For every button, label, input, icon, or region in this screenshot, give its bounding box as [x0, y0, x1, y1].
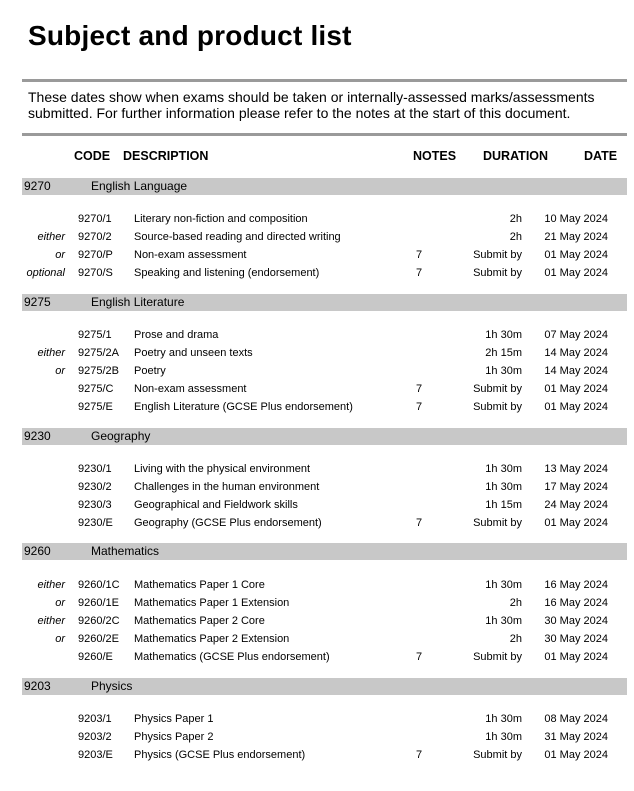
column-header-description: DESCRIPTION [123, 149, 209, 163]
component-description: Mathematics Paper 2 Core [134, 615, 265, 627]
intro-bottom-divider [22, 133, 627, 136]
component-description: Physics Paper 2 [134, 731, 214, 743]
table-row [22, 380, 627, 398]
component-duration: Submit by [473, 401, 522, 413]
page-title: Subject and product list [28, 20, 352, 51]
row-qualifier: or [55, 365, 65, 377]
component-date: 01 May 2024 [544, 383, 608, 395]
row-qualifier: either [37, 615, 65, 627]
component-duration: Submit by [473, 749, 522, 761]
component-code: 9230/3 [78, 499, 112, 511]
table-row [22, 246, 627, 264]
component-code: 9260/1C [78, 579, 120, 591]
row-qualifier: either [37, 231, 65, 243]
component-duration: 1h 30m [485, 463, 522, 475]
row-qualifier: optional [26, 267, 65, 279]
component-description: Mathematics Paper 1 Core [134, 579, 265, 591]
column-header-code: CODE [74, 149, 111, 163]
component-code: 9203/2 [78, 731, 112, 743]
component-duration: 1h 30m [485, 731, 522, 743]
component-duration: 1h 30m [485, 329, 522, 341]
component-description: Speaking and listening (endorsement) [134, 267, 320, 279]
subject-code: 9230 [24, 429, 51, 443]
component-duration: 1h 30m [485, 579, 522, 591]
component-code: 9270/1 [78, 213, 112, 225]
table-row [22, 648, 627, 666]
component-date: 01 May 2024 [544, 401, 608, 413]
component-date: 13 May 2024 [544, 463, 608, 475]
subject-name: Mathematics [91, 544, 160, 558]
subject-header [22, 678, 627, 695]
row-qualifier: or [55, 249, 65, 261]
component-date: 08 May 2024 [544, 713, 608, 725]
component-duration: 1h 30m [485, 481, 522, 493]
subject-header [22, 294, 627, 311]
component-description: Challenges in the human environment [134, 481, 320, 493]
table-row [22, 496, 627, 514]
component-code: 9260/1E [78, 597, 119, 609]
component-duration: Submit by [473, 249, 522, 261]
row-qualifier: or [55, 597, 65, 609]
component-code: 9230/E [78, 517, 113, 529]
component-date: 01 May 2024 [544, 267, 608, 279]
table-row [22, 210, 627, 228]
component-duration: Submit by [473, 383, 522, 395]
component-date: 01 May 2024 [544, 249, 608, 261]
component-date: 01 May 2024 [544, 517, 608, 529]
component-date: 10 May 2024 [544, 213, 608, 225]
table-row [22, 630, 627, 648]
component-description: Poetry and unseen texts [134, 347, 253, 359]
component-notes: 7 [416, 401, 423, 413]
component-date: 17 May 2024 [544, 481, 608, 493]
table-row [22, 612, 627, 630]
subject-name: English Language [91, 179, 188, 193]
subject-header [22, 543, 627, 560]
component-duration: 2h [509, 231, 522, 243]
table-row [22, 746, 627, 764]
component-notes: 7 [416, 749, 423, 761]
component-notes: 7 [416, 651, 423, 663]
component-date: 31 May 2024 [544, 731, 608, 743]
component-description: Geography (GCSE Plus endorsement) [134, 517, 322, 529]
component-code: 9275/C [78, 383, 114, 395]
table-row [22, 514, 627, 532]
component-notes: 7 [416, 267, 423, 279]
component-code: 9260/2E [78, 633, 119, 645]
table-row [22, 264, 627, 282]
component-date: 14 May 2024 [544, 365, 608, 377]
component-duration: 1h 30m [485, 365, 522, 377]
subject-header [22, 428, 627, 445]
top-divider [22, 79, 627, 82]
component-description: Geographical and Fieldwork skills [134, 499, 298, 511]
intro-text: These dates show when exams should be taken or internally-assessed marks/assessments submitted. For further information please refer to the notes at the start of this document. [28, 89, 595, 121]
component-duration: 2h [509, 597, 522, 609]
component-date: 16 May 2024 [544, 597, 608, 609]
component-duration: Submit by [473, 651, 522, 663]
component-duration: Submit by [473, 267, 522, 279]
component-notes: 7 [416, 383, 423, 395]
component-description: Poetry [134, 365, 166, 377]
component-description: Source-based reading and directed writing [134, 231, 341, 243]
component-date: 01 May 2024 [544, 749, 608, 761]
component-duration: 1h 15m [485, 499, 522, 511]
component-notes: 7 [416, 249, 423, 261]
table-row [22, 344, 627, 362]
component-code: 9260/2C [78, 615, 120, 627]
table-row [22, 326, 627, 344]
component-description: Prose and drama [134, 329, 219, 341]
component-notes: 7 [416, 517, 423, 529]
component-date: 21 May 2024 [544, 231, 608, 243]
row-qualifier: or [55, 633, 65, 645]
table-row [22, 710, 627, 728]
column-header-duration: DURATION [483, 149, 549, 163]
component-code: 9230/1 [78, 463, 112, 475]
component-description: Non-exam assessment [134, 249, 247, 261]
subject-code: 9270 [24, 179, 51, 193]
subject-code: 9203 [24, 679, 51, 693]
component-duration: Submit by [473, 517, 522, 529]
component-duration: 2h 15m [485, 347, 522, 359]
component-code: 9275/1 [78, 329, 112, 341]
table-row [22, 398, 627, 416]
component-code: 9230/2 [78, 481, 112, 493]
component-code: 9270/2 [78, 231, 112, 243]
row-qualifier: either [37, 347, 65, 359]
table-row [22, 728, 627, 746]
table-row [22, 594, 627, 612]
component-description: Mathematics (GCSE Plus endorsement) [134, 651, 330, 663]
component-description: English Literature (GCSE Plus endorsement) [134, 401, 353, 413]
table-row [22, 228, 627, 246]
subject-name: English Literature [91, 295, 185, 309]
component-date: 14 May 2024 [544, 347, 608, 359]
table-row [22, 460, 627, 478]
component-description: Living with the physical environment [134, 463, 311, 475]
subject-name: Geography [91, 429, 151, 443]
component-date: 30 May 2024 [544, 615, 608, 627]
component-code: 9203/E [78, 749, 113, 761]
component-code: 9270/S [78, 267, 113, 279]
component-description: Mathematics Paper 2 Extension [134, 633, 290, 645]
component-date: 01 May 2024 [544, 651, 608, 663]
subject-name: Physics [91, 679, 133, 693]
component-duration: 1h 30m [485, 615, 522, 627]
subject-code: 9260 [24, 544, 51, 558]
component-duration: 1h 30m [485, 713, 522, 725]
component-code: 9270/P [78, 249, 113, 261]
component-description: Non-exam assessment [134, 383, 247, 395]
component-date: 30 May 2024 [544, 633, 608, 645]
subject-header [22, 178, 627, 195]
column-header-date: DATE [584, 149, 618, 163]
component-description: Physics (GCSE Plus endorsement) [134, 749, 306, 761]
table-row [22, 362, 627, 380]
component-duration: 2h [509, 633, 522, 645]
component-code: 9260/E [78, 651, 113, 663]
component-code: 9275/E [78, 401, 113, 413]
component-code: 9275/2B [78, 365, 119, 377]
component-code: 9203/1 [78, 713, 112, 725]
component-date: 07 May 2024 [544, 329, 608, 341]
table-row [22, 478, 627, 496]
subject-code: 9275 [24, 295, 51, 309]
component-description: Mathematics Paper 1 Extension [134, 597, 290, 609]
component-description: Physics Paper 1 [134, 713, 214, 725]
column-header-notes: NOTES [413, 149, 457, 163]
component-duration: 2h [509, 213, 522, 225]
table-row [22, 576, 627, 594]
component-date: 24 May 2024 [544, 499, 608, 511]
component-date: 16 May 2024 [544, 579, 608, 591]
row-qualifier: either [37, 579, 65, 591]
component-description: Literary non-fiction and composition [134, 213, 308, 225]
component-code: 9275/2A [78, 347, 119, 359]
